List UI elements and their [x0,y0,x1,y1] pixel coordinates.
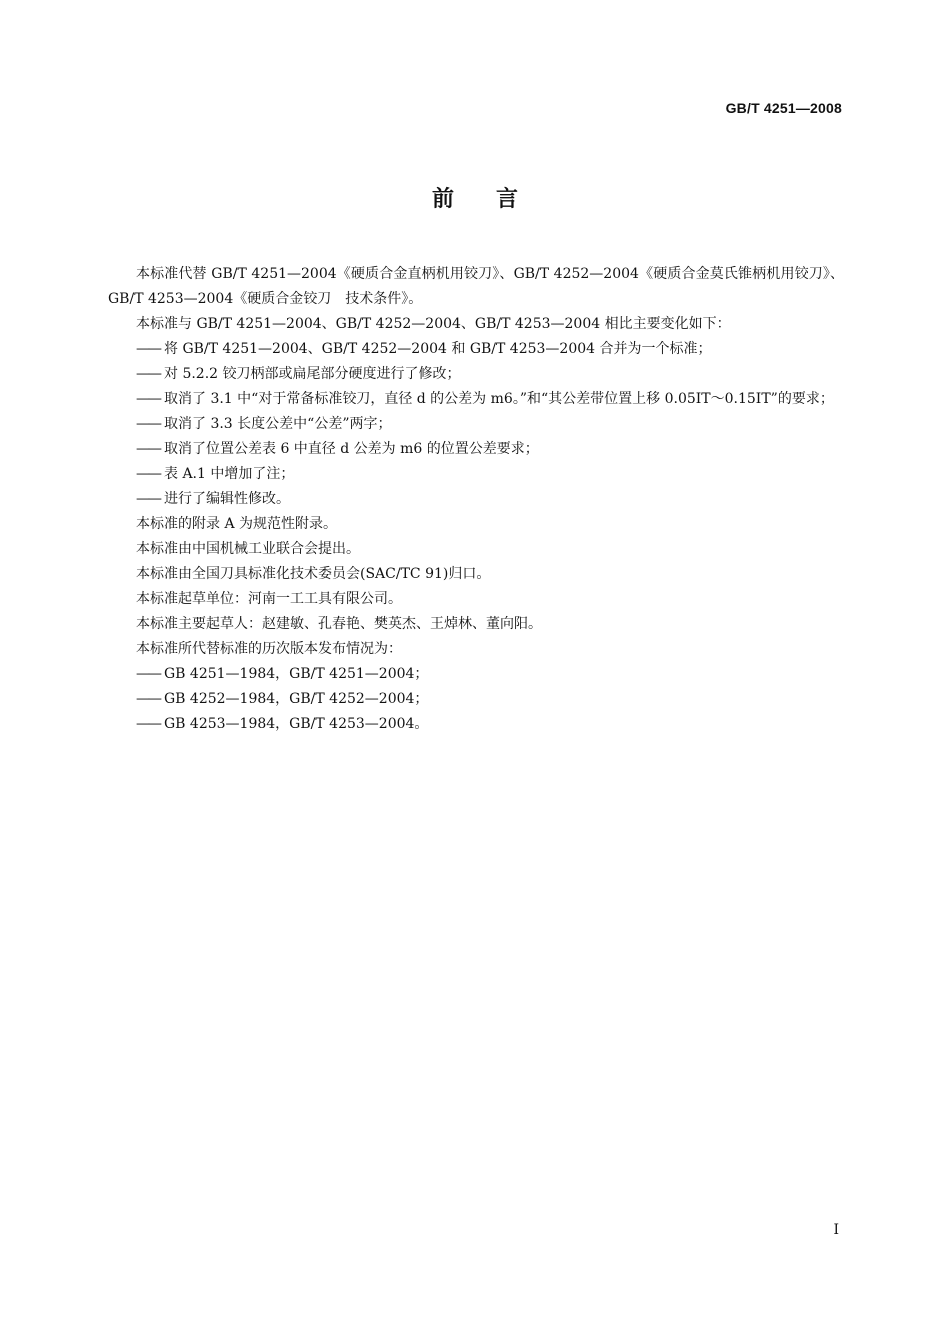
dash-mark: —— [136,441,160,457]
page-number: I [833,1222,839,1238]
change-item-text: 对 5.2.2 铰刀柄部或扁尾部分硬度进行了修改； [164,366,461,382]
dash-mark: —— [136,491,160,507]
committee-paragraph: 本标准由全国刀具标准化技术委员会(SAC/TC 91)归口。 [136,566,491,582]
change-item-text: 取消了位置公差表 6 中直径 d 公差为 m6 的位置公差要求； [164,441,539,457]
dash-mark: —— [136,716,160,732]
dash-mark: —— [136,341,160,357]
standard-code: GB/T 4251—2008 [725,100,842,116]
change-item [108,337,844,362]
annex-paragraph: 本标准的附录 A 为规范性附录。 [136,516,338,532]
change-item-text: 取消了 3.3 长度公差中“公差”两字； [164,416,392,432]
change-item [108,437,844,462]
dash-mark: —— [136,666,160,682]
history-item [108,712,844,737]
history-item [108,687,844,712]
dash-mark: —— [136,466,160,482]
change-item [108,412,844,437]
change-item-text: 将 GB/T 4251—2004、GB/T 4252—2004 和 GB/T 4253—2004 合并为一个标准； [164,341,712,357]
change-item [108,362,844,387]
history-item [108,662,844,687]
change-item-text: 表 A.1 中增加了注； [164,466,295,482]
drafters-paragraph: 本标准主要起草人：赵建敏、孔春艳、樊英杰、王焯林、董向阳。 [136,616,542,632]
replacement-paragraph: 本标准代替 GB/T 4251—2004《硬质合金直柄机用铰刀》、GB/T 4252—2004《硬质合金莫氏锥柄机用铰刀》、GB/T 4253—2004《硬质合金铰刀 技术条件》。 [108,266,844,307]
change-item [108,487,844,512]
history-item-text: GB 4252—1984，GB/T 4252—2004； [164,691,429,707]
change-item [108,387,844,412]
change-item-text: 进行了编辑性修改。 [164,491,290,507]
history-item-text: GB 4253—1984，GB/T 4253—2004。 [164,716,429,732]
change-item [108,462,844,487]
page-title: 前言 [431,187,560,212]
dash-mark: —— [136,416,160,432]
proposer-paragraph: 本标准由中国机械工业联合会提出。 [136,541,360,557]
drafting-unit-paragraph: 本标准起草单位：河南一工工具有限公司。 [136,591,402,607]
changes-intro-paragraph: 本标准与 GB/T 4251—2004、GB/T 4252—2004、GB/T 4253—2004 相比主要变化如下： [136,316,731,332]
dash-mark: —— [136,391,160,407]
history-intro-paragraph: 本标准所代替标准的历次版本发布情况为： [136,641,402,657]
dash-mark: —— [136,691,160,707]
change-item-text: 取消了 3.1 中“对于常备标准铰刀，直径 d 的公差为 m6。”和“其公差带位置上移 0.05IT～0.15IT”的要求； [164,391,834,407]
foreword-body [108,262,844,737]
history-item-text: GB 4251—1984，GB/T 4251—2004； [164,666,429,682]
dash-mark: —— [136,366,160,382]
